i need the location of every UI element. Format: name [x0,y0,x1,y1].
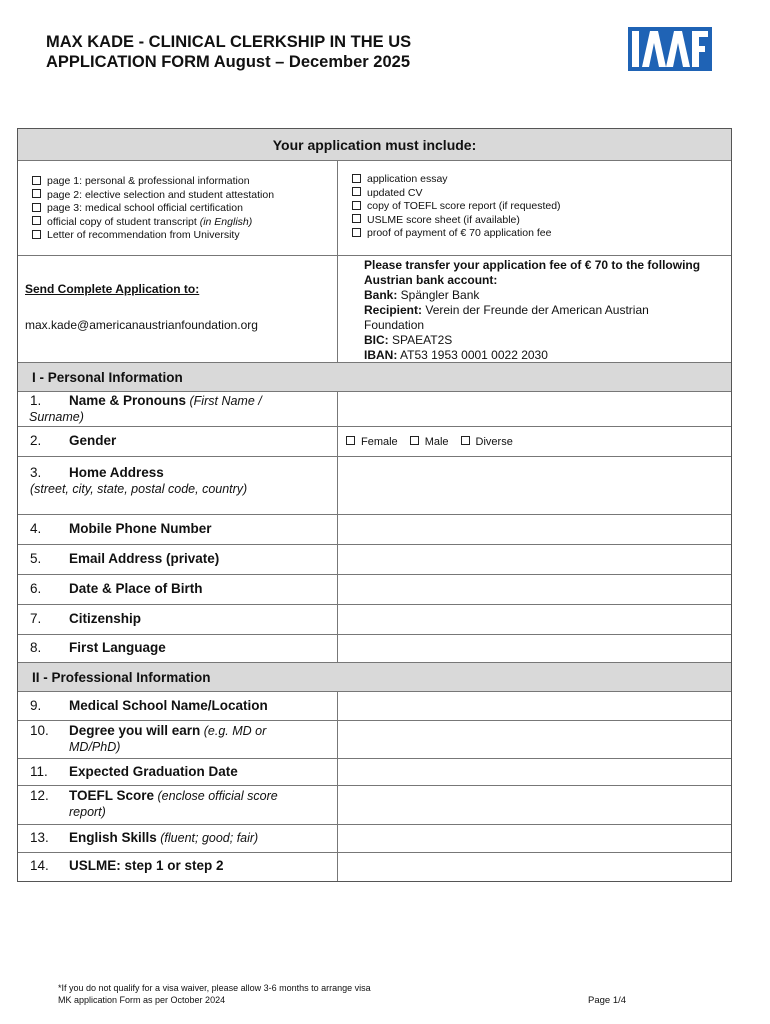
form-row-english: 13. English Skills (fluent; good; fair) [18,824,731,852]
checkbox-icon[interactable] [32,176,41,185]
checkbox-icon[interactable] [461,436,470,445]
recipient-line: Recipient: Verein der Freunde der American Austrian [364,303,649,317]
send-email[interactable]: max.kade@americanaustrianfoundation.org [25,318,258,332]
form-title [46,32,411,72]
degree-input[interactable] [338,721,731,758]
checkbox-icon[interactable] [32,230,41,239]
form-row-email: 5. Email Address (private) [18,544,731,574]
checkbox-icon[interactable] [32,203,41,212]
page-number: Page 1/4 [588,995,627,1006]
phone-input[interactable] [338,515,731,544]
checkbox-icon[interactable] [352,201,361,210]
form-row-phone: 4. Mobile Phone Number [18,514,731,544]
bank-line: Bank: Spängler Bank [364,288,480,302]
list-item: page 1: personal & professional information [32,175,337,189]
checkbox-icon[interactable] [352,174,361,183]
english-input[interactable] [338,825,731,852]
checkbox-icon[interactable] [410,436,419,445]
checkbox-icon[interactable] [352,228,361,237]
list-item: page 3: medical school official certification [32,202,337,216]
requirements-right-list [352,173,731,241]
list-item: proof of payment of € 70 application fee [352,227,731,241]
list-item: page 2: elective selection and student attestation [32,189,337,203]
title-line-2: APPLICATION FORM August – December 2025 [46,53,410,71]
toefl-input[interactable] [338,786,731,824]
list-item: copy of TOEFL score report (if requested) [352,200,731,214]
citizenship-input[interactable] [338,605,731,634]
name-input[interactable] [338,392,731,426]
recipient-line-2: Foundation [364,318,425,332]
gender-female[interactable]: Female [346,436,398,448]
language-input[interactable] [338,635,731,662]
address-input[interactable] [338,457,731,514]
form-row-language: 8. First Language [18,634,731,662]
form-row-uslme: 14. USLME: step 1 or step 2 [18,852,731,881]
form-row-toefl: 12. TOEFL Score (enclose official score report) [18,785,731,824]
form-row-birth: 6. Date & Place of Birth [18,574,731,604]
graduation-input[interactable] [338,759,731,785]
application-form [17,128,732,882]
footer-form-version: MK application Form as per October 2024 [58,995,226,1005]
checkbox-icon[interactable] [346,436,355,445]
form-row-gender: 2. Gender Female Male Diverse [18,426,731,456]
section-personal-heading: I - Personal Information [18,362,731,391]
requirements-row [18,160,731,255]
transfer-line-2: Austrian bank account: [364,273,498,287]
list-item: application essay [352,173,731,187]
footer [58,982,371,1006]
send-label: Send Complete Application to: [25,282,200,296]
checkbox-icon[interactable] [32,216,41,225]
form-row-graduation: 11. Expected Graduation Date [18,758,731,785]
form-row-name: 1. Name & Pronouns (First Name / Surname) [18,391,731,426]
title-line-1: MAX KADE - CLINICAL CLERKSHIP IN THE US [46,33,412,51]
school-input[interactable] [338,692,731,720]
requirements-left-list [32,175,337,243]
list-item: USLME score sheet (if available) [352,214,731,228]
transfer-line-1: Please transfer your application fee of € 70 to the following [364,258,701,272]
form-row-degree: 10. Degree you will earn (e.g. MD or MD/PhD) [18,720,731,758]
list-item: official copy of student transcript (in English) [32,216,337,230]
form-row-school: 9. Medical School Name/Location [18,691,731,720]
list-item: Letter of recommendation from University [32,229,337,243]
send-row [18,255,731,362]
aaf-logo [628,27,712,71]
gender-male[interactable]: Male [410,436,449,448]
checkbox-icon[interactable] [32,189,41,198]
section-professional-heading: II - Professional Information [18,662,731,691]
checkbox-icon[interactable] [352,214,361,223]
bic-line: BIC: SPAEAT2S [364,333,453,347]
list-item: updated CV [352,187,731,201]
email-input[interactable] [338,545,731,574]
gender-options [338,427,731,456]
iban-line: IBAN: AT53 1953 0001 0022 2030 [364,348,548,362]
form-row-citizenship: 7. Citizenship [18,604,731,634]
footer-visa-note: *If you do not qualify for a visa waiver, please allow 3-6 months to arrange visa [58,983,371,993]
gender-diverse[interactable]: Diverse [461,436,513,448]
requirements-heading: Your application must include: [18,129,731,160]
birth-input[interactable] [338,575,731,604]
uslme-input[interactable] [338,853,731,881]
form-row-address: 3. Home Address (street, city, state, postal code, country) [18,456,731,514]
checkbox-icon[interactable] [352,187,361,196]
